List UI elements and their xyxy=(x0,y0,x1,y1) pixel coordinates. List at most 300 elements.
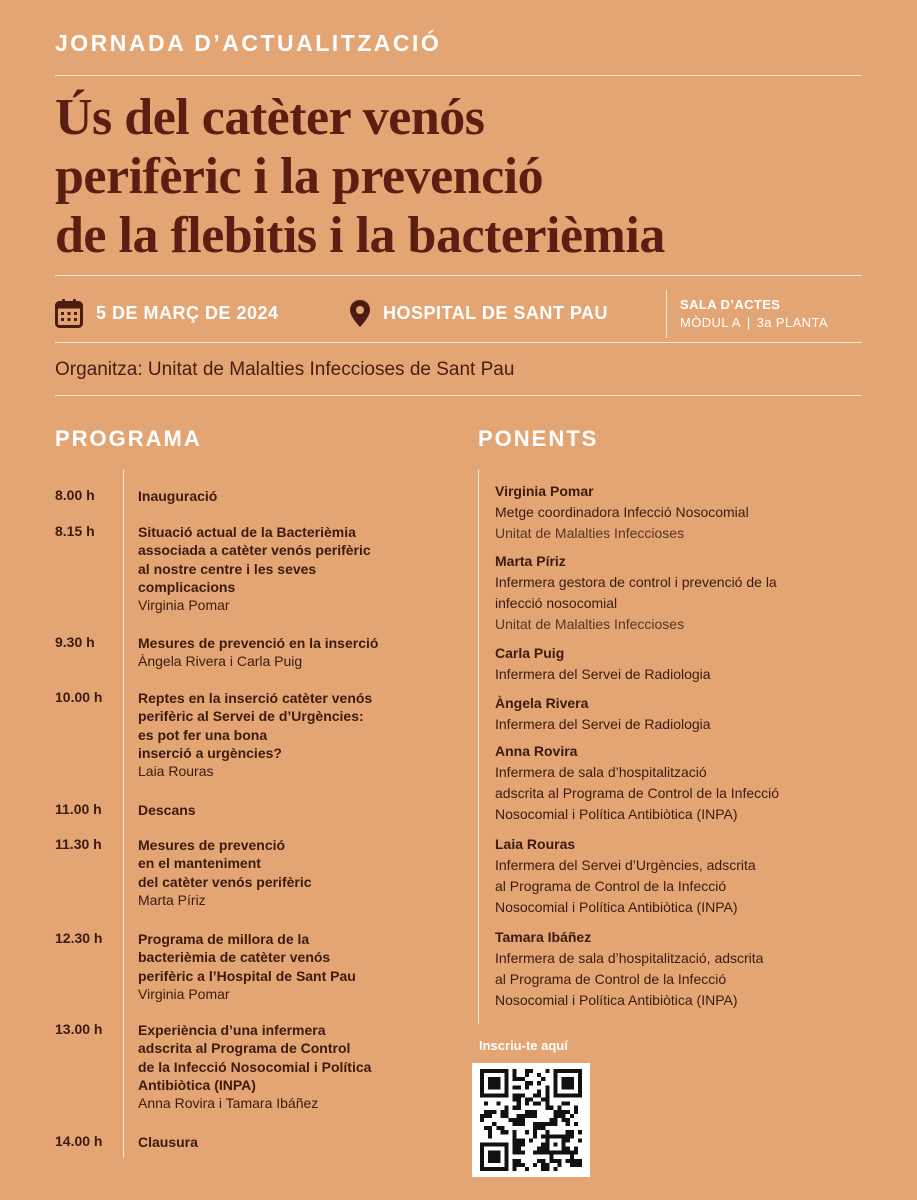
program-topic-line: Inauguració xyxy=(138,488,218,504)
speaker-unit: Unitat de Malalties Infeccioses xyxy=(495,525,685,541)
qr-module xyxy=(521,1077,525,1081)
qr-module xyxy=(549,1106,553,1110)
qr-module xyxy=(558,1163,562,1167)
qr-module xyxy=(570,1159,574,1163)
qr-module xyxy=(562,1110,566,1114)
qr-module xyxy=(545,1130,549,1134)
qr-module xyxy=(545,1163,549,1167)
qr-module xyxy=(578,1077,582,1081)
qr-module xyxy=(533,1163,537,1167)
qr-module xyxy=(574,1110,578,1114)
qr-module xyxy=(562,1069,566,1073)
program-time: 8.15 h xyxy=(55,523,95,539)
program-topic xyxy=(138,634,438,652)
qr-module xyxy=(570,1069,574,1073)
qr-module xyxy=(521,1163,525,1167)
qr-module xyxy=(562,1077,566,1081)
qr-module xyxy=(537,1081,541,1085)
qr-module xyxy=(566,1102,570,1106)
qr-module xyxy=(504,1130,508,1134)
speaker-name: Carla Puig xyxy=(495,645,565,661)
qr-module xyxy=(484,1093,488,1097)
program-topic-line: Antibiòtica (INPA) xyxy=(138,1076,256,1093)
floor-label: 3a PLANTA xyxy=(756,315,828,330)
qr-module xyxy=(541,1122,545,1126)
program-body xyxy=(138,801,438,819)
program-topic-line: en el manteniment xyxy=(138,855,261,872)
program-topic-line: inserció a urgències? xyxy=(138,744,282,761)
qr-module xyxy=(570,1093,574,1097)
qr-module xyxy=(496,1102,500,1106)
qr-module xyxy=(553,1069,557,1073)
room-name: SALA D’ACTES xyxy=(680,297,781,312)
qr-module xyxy=(541,1126,545,1130)
qr-module xyxy=(488,1093,492,1097)
speaker-entry xyxy=(495,741,895,825)
qr-module xyxy=(480,1147,484,1151)
qr-module xyxy=(578,1138,582,1142)
program-body xyxy=(138,1021,438,1112)
qr-module xyxy=(545,1093,549,1097)
qr-module xyxy=(545,1069,549,1073)
program-topic-line: Clausura xyxy=(138,1134,198,1150)
qr-module xyxy=(566,1138,570,1142)
qr-module xyxy=(488,1151,492,1155)
qr-module xyxy=(533,1151,537,1155)
qr-module xyxy=(545,1102,549,1106)
qr-module xyxy=(578,1089,582,1093)
qr-module xyxy=(500,1069,504,1073)
program-body xyxy=(138,689,438,780)
qr-module xyxy=(517,1138,521,1142)
qr-module xyxy=(537,1093,541,1097)
qr-module xyxy=(488,1167,492,1171)
qr-module xyxy=(545,1138,549,1142)
qr-module xyxy=(484,1167,488,1171)
program-topic-line: associada a catèter venós perifèric xyxy=(138,542,371,559)
location-pin-icon xyxy=(349,299,371,328)
event-info-row xyxy=(55,290,875,342)
qr-module xyxy=(525,1073,529,1077)
qr-module xyxy=(513,1138,517,1142)
qr-module xyxy=(574,1069,578,1073)
speaker-name: Àngela Rivera xyxy=(495,695,589,711)
qr-module xyxy=(496,1093,500,1097)
qr-module xyxy=(553,1167,557,1171)
qr-module xyxy=(513,1151,517,1155)
qr-module xyxy=(488,1130,492,1134)
qr-module xyxy=(496,1142,500,1146)
qr-module xyxy=(480,1081,484,1085)
qr-module xyxy=(545,1089,549,1093)
qr-module xyxy=(496,1151,500,1155)
qr-module xyxy=(517,1147,521,1151)
qr-module xyxy=(500,1167,504,1171)
qr-module xyxy=(500,1142,504,1146)
venue-separator xyxy=(666,290,667,338)
qr-module xyxy=(504,1151,508,1155)
program-topic xyxy=(138,1021,438,1094)
qr-module xyxy=(566,1159,570,1163)
qr-module xyxy=(562,1114,566,1118)
qr-module xyxy=(488,1159,492,1163)
program-speaker: Virginia Pomar xyxy=(138,597,230,614)
program-topic xyxy=(138,836,438,891)
qr-module xyxy=(525,1069,529,1073)
speaker-role xyxy=(495,948,895,1011)
program-time: 10.00 h xyxy=(55,689,103,705)
qr-module xyxy=(537,1151,541,1155)
qr-module xyxy=(492,1159,496,1163)
module-label: MÒDUL A xyxy=(680,315,741,330)
qr-module xyxy=(484,1114,488,1118)
program-topic-line: Experiència d’una infermera xyxy=(138,1022,326,1038)
qr-module xyxy=(504,1069,508,1073)
qr-module xyxy=(529,1069,533,1073)
qr-module xyxy=(545,1147,549,1151)
qr-module xyxy=(545,1085,549,1089)
qr-module xyxy=(529,1114,533,1118)
qr-module xyxy=(533,1122,537,1126)
qr-module xyxy=(525,1110,529,1114)
qr-module xyxy=(570,1163,574,1167)
qr-module xyxy=(480,1089,484,1093)
qr-module xyxy=(517,1163,521,1167)
qr-module xyxy=(562,1151,566,1155)
qr-module xyxy=(480,1069,484,1073)
qr-module xyxy=(525,1085,529,1089)
info-divider-bottom xyxy=(55,395,861,396)
qr-module xyxy=(578,1069,582,1073)
speaker-role-line: Nosocomial i Política Antibiòtica (INPA) xyxy=(495,992,738,1008)
qr-module xyxy=(517,1122,521,1126)
qr-module xyxy=(553,1081,557,1085)
qr-module xyxy=(513,1073,517,1077)
qr-code[interactable] xyxy=(472,1063,590,1177)
qr-module xyxy=(484,1142,488,1146)
qr-module xyxy=(545,1122,549,1126)
qr-module xyxy=(517,1093,521,1097)
program-topic-line: perifèric al Servei de d’Urgències: xyxy=(138,708,364,725)
qr-module xyxy=(504,1114,508,1118)
program-topic-line: adscrita al Programa de Control xyxy=(138,1040,351,1057)
qr-module xyxy=(578,1073,582,1077)
program-topic-line: del catèter venós perifèric xyxy=(138,873,312,890)
qr-module xyxy=(488,1081,492,1085)
qr-module xyxy=(533,1110,537,1114)
qr-module xyxy=(480,1159,484,1163)
program-topic xyxy=(138,523,438,596)
qr-module xyxy=(496,1159,500,1163)
qr-module xyxy=(504,1085,508,1089)
qr-module xyxy=(566,1081,570,1085)
qr-module xyxy=(553,1077,557,1081)
qr-module xyxy=(566,1147,570,1151)
qr-module xyxy=(566,1077,570,1081)
qr-module xyxy=(521,1138,525,1142)
qr-module xyxy=(549,1159,553,1163)
qr-module xyxy=(525,1130,529,1134)
program-body xyxy=(138,1133,438,1151)
qr-module xyxy=(480,1163,484,1167)
qr-module xyxy=(549,1151,553,1155)
program-speaker: Anna Rovira i Tamara Ibáñez xyxy=(138,1095,319,1112)
speaker-role-line: Nosocomial i Política Antibiòtica (INPA) xyxy=(495,806,738,822)
qr-module xyxy=(504,1073,508,1077)
qr-module xyxy=(533,1102,537,1106)
qr-module xyxy=(553,1114,557,1118)
qr-module xyxy=(480,1114,484,1118)
qr-module xyxy=(558,1114,562,1118)
speaker-role xyxy=(495,855,895,918)
qr-module xyxy=(496,1069,500,1073)
qr-module xyxy=(562,1102,566,1106)
qr-module xyxy=(541,1147,545,1151)
qr-module xyxy=(492,1085,496,1089)
qr-module xyxy=(517,1077,521,1081)
qr-module xyxy=(574,1147,578,1151)
qr-module xyxy=(513,1069,517,1073)
qr-module xyxy=(480,1167,484,1171)
title-divider xyxy=(55,275,861,276)
qr-module xyxy=(562,1081,566,1085)
speaker-entry xyxy=(495,481,895,544)
qr-module xyxy=(553,1142,557,1146)
qr-module xyxy=(480,1151,484,1155)
qr-module xyxy=(537,1147,541,1151)
speaker-role xyxy=(495,664,895,685)
qr-module xyxy=(500,1114,504,1118)
qr-module xyxy=(570,1130,574,1134)
qr-module xyxy=(533,1126,537,1130)
qr-module xyxy=(541,1098,545,1102)
qr-module xyxy=(517,1106,521,1110)
qr-module xyxy=(570,1077,574,1081)
qr-module xyxy=(500,1110,504,1114)
speaker-role-line: Infermera gestora de control i prevenció de la xyxy=(495,574,777,590)
qr-module xyxy=(480,1085,484,1089)
qr-module xyxy=(521,1142,525,1146)
qr-module xyxy=(529,1138,533,1142)
qr-module xyxy=(504,1142,508,1146)
qr-module xyxy=(492,1081,496,1085)
qr-module xyxy=(566,1130,570,1134)
qr-module xyxy=(517,1151,521,1155)
qr-module xyxy=(480,1077,484,1081)
qr-module xyxy=(541,1167,545,1171)
qr-module xyxy=(513,1147,517,1151)
speaker-role-line: Infermera del Servei d’Urgències, adscrita xyxy=(495,857,756,873)
qr-module xyxy=(566,1110,570,1114)
program-body xyxy=(138,930,438,1003)
qr-module xyxy=(492,1155,496,1159)
qr-module xyxy=(574,1159,578,1163)
qr-module xyxy=(562,1147,566,1151)
qr-module xyxy=(492,1167,496,1171)
speaker-role-line: Infermera de sala d’hospitalització xyxy=(495,764,707,780)
qr-module xyxy=(504,1110,508,1114)
qr-module xyxy=(537,1073,541,1077)
qr-module xyxy=(513,1167,517,1171)
qr-module xyxy=(537,1126,541,1130)
qr-module xyxy=(562,1085,566,1089)
qr-module xyxy=(562,1118,566,1122)
speakers-rule xyxy=(478,470,479,1024)
qr-module xyxy=(570,1085,574,1089)
program-topic-line: Reptes en la inserció catèter venós xyxy=(138,690,373,706)
qr-module xyxy=(545,1151,549,1155)
qr-module xyxy=(558,1093,562,1097)
qr-module xyxy=(521,1093,525,1097)
qr-module xyxy=(549,1122,553,1126)
qr-module xyxy=(513,1130,517,1134)
qr-module xyxy=(545,1106,549,1110)
program-topic xyxy=(138,689,438,762)
qr-module xyxy=(566,1093,570,1097)
qr-module xyxy=(574,1106,578,1110)
qr-module xyxy=(521,1118,525,1122)
qr-module xyxy=(549,1118,553,1122)
qr-module xyxy=(496,1077,500,1081)
program-body xyxy=(138,487,438,505)
qr-module xyxy=(488,1114,492,1118)
info-divider-top xyxy=(55,342,861,343)
qr-module xyxy=(529,1098,533,1102)
qr-module xyxy=(517,1098,521,1102)
qr-module xyxy=(484,1126,488,1130)
qr-module xyxy=(545,1134,549,1138)
qr-module xyxy=(480,1073,484,1077)
qr-module xyxy=(578,1130,582,1134)
room-location xyxy=(680,315,828,330)
qr-module xyxy=(570,1081,574,1085)
qr-module xyxy=(549,1134,553,1138)
qr-module xyxy=(480,1118,484,1122)
qr-module xyxy=(553,1093,557,1097)
qr-module xyxy=(496,1167,500,1171)
qr-module xyxy=(558,1106,562,1110)
program-body xyxy=(138,836,438,909)
qr-module xyxy=(578,1081,582,1085)
speaker-entry xyxy=(495,551,895,635)
qr-module xyxy=(525,1167,529,1171)
speaker-role xyxy=(495,714,895,735)
qr-module xyxy=(492,1093,496,1097)
qr-module xyxy=(521,1122,525,1126)
speaker-role-line: al Programa de Control de la Infecció xyxy=(495,971,727,987)
event-venue: HOSPITAL DE SANT PAU xyxy=(383,303,609,323)
qr-module xyxy=(513,1098,517,1102)
qr-module xyxy=(513,1118,517,1122)
qr-module xyxy=(492,1069,496,1073)
title-line-1: Ús del catèter venós xyxy=(55,89,485,146)
qr-module xyxy=(521,1151,525,1155)
program-time: 11.30 h xyxy=(55,836,102,852)
qr-module xyxy=(566,1122,570,1126)
program-topic-line: es pot fer una bona xyxy=(138,726,268,743)
program-topic-line: Mesures de prevenció en la inserció xyxy=(138,635,379,651)
qr-module xyxy=(509,1118,513,1122)
qr-module xyxy=(504,1089,508,1093)
qr-module xyxy=(525,1081,529,1085)
qr-module xyxy=(562,1138,566,1142)
qr-module xyxy=(574,1122,578,1126)
qr-module xyxy=(492,1077,496,1081)
qr-module xyxy=(500,1126,504,1130)
program-body xyxy=(138,634,438,671)
qr-module xyxy=(541,1134,545,1138)
qr-module xyxy=(553,1159,557,1163)
qr-module xyxy=(578,1093,582,1097)
program-topic-line: de la Infecció Nosocomial i Política xyxy=(138,1058,372,1075)
qr-module xyxy=(496,1126,500,1130)
speaker-role xyxy=(495,762,895,825)
speakers-heading: PONENTS xyxy=(478,426,599,451)
qr-module xyxy=(566,1118,570,1122)
qr-module xyxy=(504,1081,508,1085)
qr-module xyxy=(525,1114,529,1118)
qr-module xyxy=(537,1122,541,1126)
speaker-role xyxy=(495,572,895,614)
title-line-3: de la flebitis i la bacterièmia xyxy=(55,207,665,264)
program-topic-line: bacterièmia de catèter venós xyxy=(138,949,331,966)
program-topic-line: Descans xyxy=(138,802,196,818)
qr-module xyxy=(496,1085,500,1089)
qr-module xyxy=(488,1155,492,1159)
program-heading: PROGRAMA xyxy=(55,426,202,451)
speaker-name: Marta Píriz xyxy=(495,553,566,569)
qr-module xyxy=(553,1118,557,1122)
qr-module xyxy=(513,1077,517,1081)
qr-module xyxy=(513,1093,517,1097)
qr-module xyxy=(492,1122,496,1126)
qr-module xyxy=(500,1093,504,1097)
qr-module xyxy=(513,1085,517,1089)
qr-module xyxy=(570,1151,574,1155)
qr-module xyxy=(562,1142,566,1146)
qr-module xyxy=(541,1159,545,1163)
qr-module xyxy=(537,1159,541,1163)
qr-module xyxy=(529,1081,533,1085)
qr-module xyxy=(488,1110,492,1114)
program-topic xyxy=(138,801,438,819)
program-topic xyxy=(138,930,438,985)
qr-module xyxy=(578,1085,582,1089)
qr-module xyxy=(492,1142,496,1146)
program-topic-line: Mesures de prevenció xyxy=(138,837,286,853)
qr-module xyxy=(541,1077,545,1081)
qr-module xyxy=(513,1142,517,1146)
speaker-role-line: Nosocomial i Política Antibiòtica (INPA) xyxy=(495,899,738,915)
qr-module xyxy=(525,1102,529,1106)
speaker-role-line: Infermera de sala d’hospitalització, adscrita xyxy=(495,950,764,966)
qr-module xyxy=(553,1089,557,1093)
speaker-name: Tamara Ibáñez xyxy=(495,929,592,945)
program-topic-line: complicacions xyxy=(138,578,236,595)
program-speaker: Marta Píriz xyxy=(138,891,206,908)
program-time: 13.00 h xyxy=(55,1021,103,1037)
qr-module xyxy=(488,1077,492,1081)
qr-module xyxy=(533,1130,537,1134)
qr-module xyxy=(500,1130,504,1134)
program-speaker: Laia Rouras xyxy=(138,763,214,780)
qr-module xyxy=(553,1134,557,1138)
qr-module xyxy=(488,1142,492,1146)
program-timeline-rule xyxy=(123,470,124,1158)
speaker-entry xyxy=(495,834,895,918)
qr-module xyxy=(558,1134,562,1138)
qr-module xyxy=(480,1093,484,1097)
